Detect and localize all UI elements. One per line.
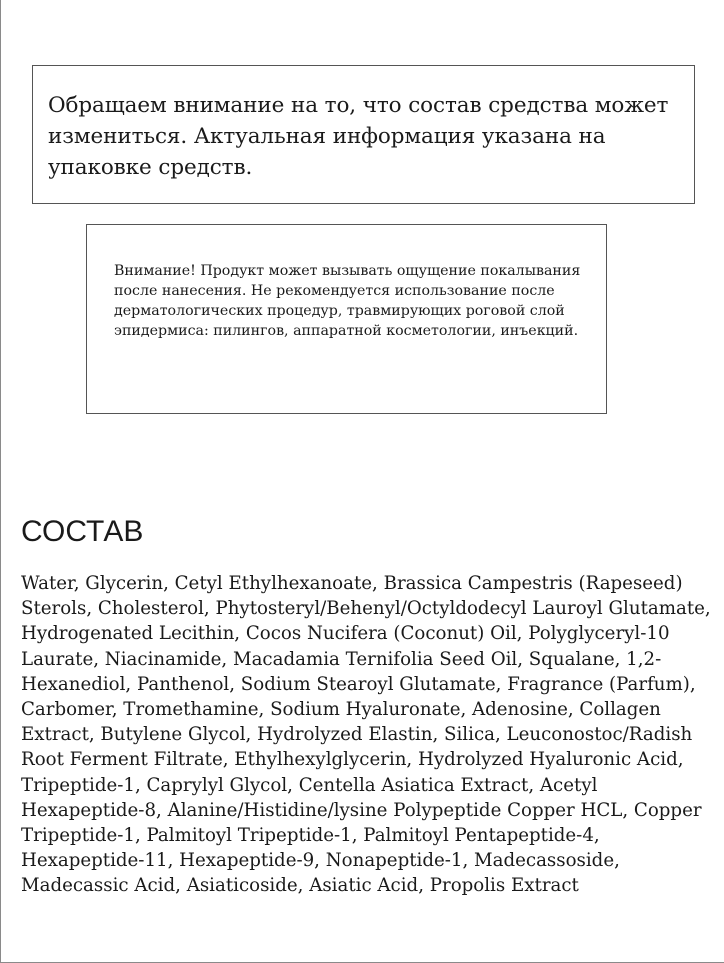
composition-change-notice [32, 65, 695, 204]
usage-warning-box [86, 224, 607, 414]
notice-text: Обращаем внимание на то, что состав средства может измениться. Актуальная информация указана на упаковке средств. [48, 93, 669, 180]
composition-title: СОСТАВ [21, 515, 144, 548]
ingredients-list: Water, Glycerin, Cetyl Ethylhexanoate, Brassica Campestris (Rapeseed) Sterols, Cholesterol, Phytosteryl/Behenyl/Octyldodecyl Lauroyl Glutamate, Hydrogenated Lecithin, Cocos Nucifera (Coconut) Oil, Polyglyceryl-10 Laurate, Niacinamide, Macadamia Ternifolia Seed Oil, Squalane, 1,2-Hexanediol, Panthenol, Sodium Stearoyl Glutamate, Fragrance (Parfum), Carbomer, Tromethamine, Sodium Hyaluronate, Adenosine, Collagen Extract, Butylene Glycol, Hydrolyzed Elastin, Silica, Leuconostoc/Radish Root Ferment Filtrate, Ethylhexylglycerin, Hydrolyzed Hyaluronic Acid, Tripeptide-1, Caprylyl Glycol, Centella Asiatica Extract, Acetyl Hexapeptide-8, Alanine/Histidine/lysine Polypeptide Copper HCL, Copper Tripeptide-1, Palmitoyl Tripeptide-1, Palmitoyl Pentapeptide-4, Hexapeptide-11, Hexapeptide-9, Nonapeptide-1, Madecassoside, Madecassic Acid, Asiaticoside, Asiatic Acid, Propolis Extract [21, 573, 711, 897]
warning-text: Внимание! Продукт может вызывать ощущение покалывания после нанесения. Не рекомендуется использование после дерматологических процедур, травмирующих роговой слой эпидермиса: пилингов, аппаратной косметологии, инъекций. [114, 263, 581, 339]
